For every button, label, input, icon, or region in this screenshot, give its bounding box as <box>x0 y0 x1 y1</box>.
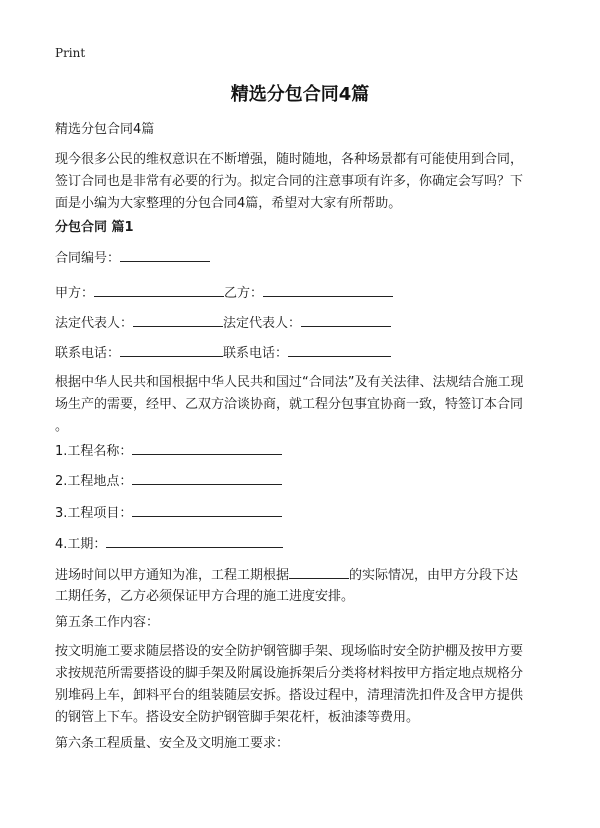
article-5-line: 别堆码上车，卸料平台的组装随层安拆。搭设过程中，清理清洗扣件及含甲方提供 <box>55 688 524 703</box>
schedule-line: 工期任务，乙方必须保证甲方合理的施工进度安排。 <box>55 589 355 604</box>
party-b-blank <box>263 282 393 297</box>
party-b-label: 乙方： <box>224 286 264 301</box>
section-heading: 分包合同 篇1 <box>55 220 134 235</box>
article-5-line: 求按规范所需要搭设的脚手架及附属设施拆架后分类将材料按甲方指定地点规格分 <box>55 666 524 681</box>
project-name-blank <box>132 440 282 455</box>
legal-rep-b-blank <box>301 312 391 327</box>
legal-rep-b-label: 法定代表人： <box>223 316 302 331</box>
schedule-line <box>55 564 518 587</box>
contract-number-label: 合同编号： <box>55 251 121 266</box>
project-item-label: 3.工程项目： <box>55 506 133 521</box>
phone-a-blank <box>120 342 223 357</box>
duration-row <box>55 533 283 556</box>
basis-line: 。 <box>55 419 69 434</box>
phone-row <box>55 342 391 365</box>
party-a-label: 甲方： <box>55 286 95 301</box>
party-a-blank <box>94 282 224 297</box>
project-name-label: 1.工程名称： <box>55 444 133 459</box>
project-item-blank <box>132 502 282 517</box>
duration-label: 4.工期： <box>55 537 107 552</box>
duration-blank <box>106 533 283 548</box>
article-5-heading: 第五条工作内容： <box>55 615 160 630</box>
project-item-row <box>55 502 282 525</box>
intro-line: 面是小编为大家整理的分包合同4篇，希望对大家有所帮助。 <box>55 196 402 211</box>
intro-subtitle: 精选分包合同4篇 <box>55 122 155 137</box>
project-name-row <box>55 440 282 463</box>
print-link[interactable]: Print <box>55 46 86 60</box>
article-5-line: 的钢管上下车。搭设安全防护钢管脚手架花杆，板油漆等费用。 <box>55 710 420 725</box>
project-location-row <box>55 470 282 493</box>
intro-line: 签订合同也是非常有必要的行为。拟定合同的注意事项有许多，你确定会写吗？下 <box>55 174 524 189</box>
schedule-text-before: 进场时间以甲方通知为准，工程工期根据 <box>55 568 290 583</box>
legal-rep-row <box>55 312 391 335</box>
legal-rep-a-label: 法定代表人： <box>55 316 134 331</box>
project-location-blank <box>132 470 282 485</box>
contract-number-row <box>55 247 210 270</box>
document-title: 精选分包合同4篇 <box>230 84 370 105</box>
schedule-blank <box>289 564 349 579</box>
party-row <box>55 282 393 305</box>
phone-b-label: 联系电话： <box>223 346 289 361</box>
phone-a-label: 联系电话： <box>55 346 121 361</box>
intro-line: 现今很多公民的维权意识在不断增强，随时随地，各种场景都有可能使用到合同， <box>55 152 524 167</box>
contract-number-blank <box>120 247 210 262</box>
basis-line: 场生产的需要，经甲、乙双方洽谈协商，就工程分包事宜协商一致，特签订本合同 <box>55 397 524 412</box>
phone-b-blank <box>288 342 391 357</box>
legal-rep-a-blank <box>133 312 223 327</box>
schedule-text-after: 的实际情况，由甲方分段下达 <box>349 568 519 583</box>
article-5-line: 按文明施工要求随层搭设的安全防护钢管脚手架、现场临时安全防护棚及按甲方要 <box>55 644 524 659</box>
article-6-heading: 第六条工程质量、安全及文明施工要求： <box>55 736 290 751</box>
basis-line: 根据中华人民共和国根据中华人民共和国过“合同法”及有关法律、法规结合施工现 <box>55 375 524 390</box>
project-location-label: 2.工程地点： <box>55 474 133 489</box>
